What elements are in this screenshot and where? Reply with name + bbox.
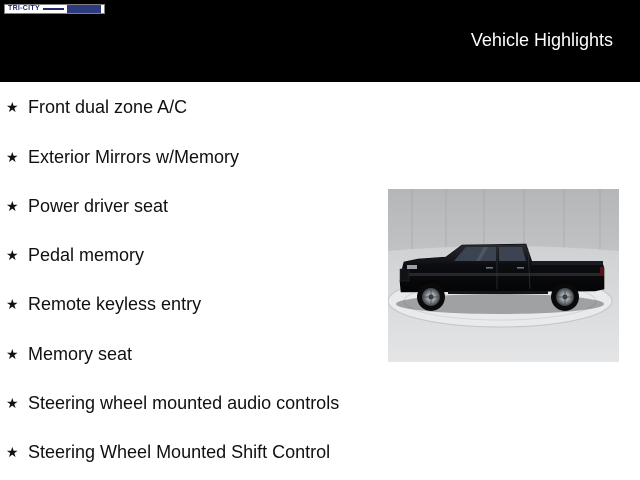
vehicle-photo[interactable] [388,189,619,362]
highlight-label: Front dual zone A/C [28,96,188,117]
highlight-item [6,146,239,168]
highlight-label: Pedal memory [28,244,145,265]
star-icon: ★ [6,99,19,115]
star-icon: ★ [6,346,19,362]
highlight-label: Power driver seat [28,195,169,216]
highlight-item [6,392,339,414]
highlight-label: Memory seat [28,343,133,364]
star-icon: ★ [6,149,19,165]
highlight-label: Steering wheel mounted audio controls [28,392,340,413]
star-icon: ★ [6,247,19,263]
page-title: Vehicle Highlights [470,30,613,50]
pickup-truck-image [388,189,619,362]
dealer-logo-text: TRI-CITY [8,5,40,12]
highlight-item [6,343,132,365]
highlight-item [6,441,330,463]
highlight-item [6,293,201,315]
star-icon: ★ [6,395,19,411]
highlight-label: Steering Wheel Mounted Shift Control [28,441,331,462]
star-icon: ★ [6,444,19,460]
star-icon: ★ [6,198,19,214]
highlight-item [6,96,187,118]
highlight-item [6,244,144,266]
highlight-item [6,195,168,217]
star-icon: ★ [6,296,19,312]
highlight-label: Remote keyless entry [28,293,202,314]
highlight-label: Exterior Mirrors w/Memory [28,146,240,167]
